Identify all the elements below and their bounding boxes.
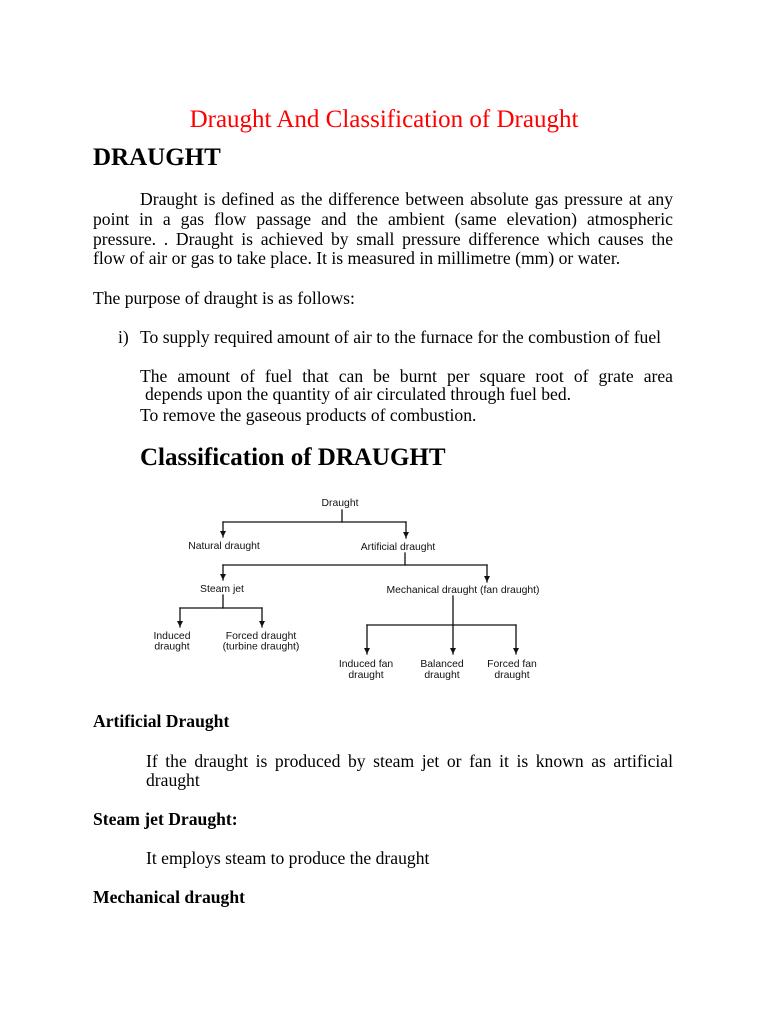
- node-draught: Draught: [321, 498, 359, 509]
- classification-heading: Classification of DRAUGHT: [140, 444, 446, 471]
- paragraph-line: depends upon the quantity of air circulated through fuel bed.: [145, 384, 572, 404]
- list-item-text: To supply required amount of air to the furnace for the combustion of fuel: [140, 327, 662, 347]
- paragraph-line: point in a gas flow passage and the ambient (same elevation) atmospheric: [93, 209, 673, 229]
- paragraph-line: Draught is defined as the difference between absolute gas pressure at any: [140, 189, 673, 209]
- subsection-heading: Steam jet Draught:: [93, 809, 238, 829]
- node-line: draught: [424, 670, 460, 681]
- node-balanced-draught: [420, 659, 464, 681]
- node-induced-fan-draught: [339, 659, 394, 681]
- node-line: Forced draught: [225, 631, 297, 642]
- node-forced-draught: [223, 631, 300, 653]
- node-mechanical-draught: Mechanical draught (fan draught): [386, 585, 540, 596]
- section-heading-draught: DRAUGHT: [93, 144, 221, 171]
- node-line: (turbine draught): [222, 641, 300, 653]
- paragraph-line: flow of air or gas to take place. It is measured in millimetre (mm) or water.: [93, 248, 621, 268]
- node-artificial-draught: Artificial draught: [360, 542, 436, 553]
- classification-diagram: [140, 488, 560, 693]
- node-line: draught: [494, 670, 530, 681]
- node-steam-jet: Steam jet: [200, 584, 244, 595]
- list-marker: i): [118, 327, 129, 347]
- node-line: draught: [348, 670, 384, 681]
- paragraph-line: To remove the gaseous products of combustion.: [140, 405, 477, 425]
- node-line: draught: [154, 641, 190, 653]
- paragraph-line: pressure. . Draught is achieved by small pressure difference which causes the: [93, 229, 673, 249]
- subsection-heading: Mechanical draught: [93, 887, 245, 907]
- node-line: Induced: [153, 631, 191, 642]
- document-title: Draught And Classification of Draught: [189, 106, 579, 133]
- subsection-heading: Artificial Draught: [93, 711, 230, 731]
- node-forced-fan-draught: [487, 659, 537, 681]
- paragraph-line: draught: [146, 770, 200, 790]
- node-induced-draught: [154, 631, 191, 653]
- node-line: Forced fan: [487, 659, 537, 670]
- node-line: Balanced: [420, 659, 464, 670]
- paragraph-line: It employs steam to produce the draught: [146, 848, 430, 868]
- node-line: Induced fan: [338, 659, 394, 670]
- diagram-nodes: [154, 498, 540, 681]
- paragraph-line: If the draught is produced by steam jet or fan it is known as artificial: [146, 751, 673, 771]
- paragraph-line: The amount of fuel that can be burnt per square root of grate area: [140, 366, 673, 386]
- purpose-intro: The purpose of draught is as follows:: [93, 288, 355, 308]
- node-natural-draught: Natural draught: [188, 541, 260, 552]
